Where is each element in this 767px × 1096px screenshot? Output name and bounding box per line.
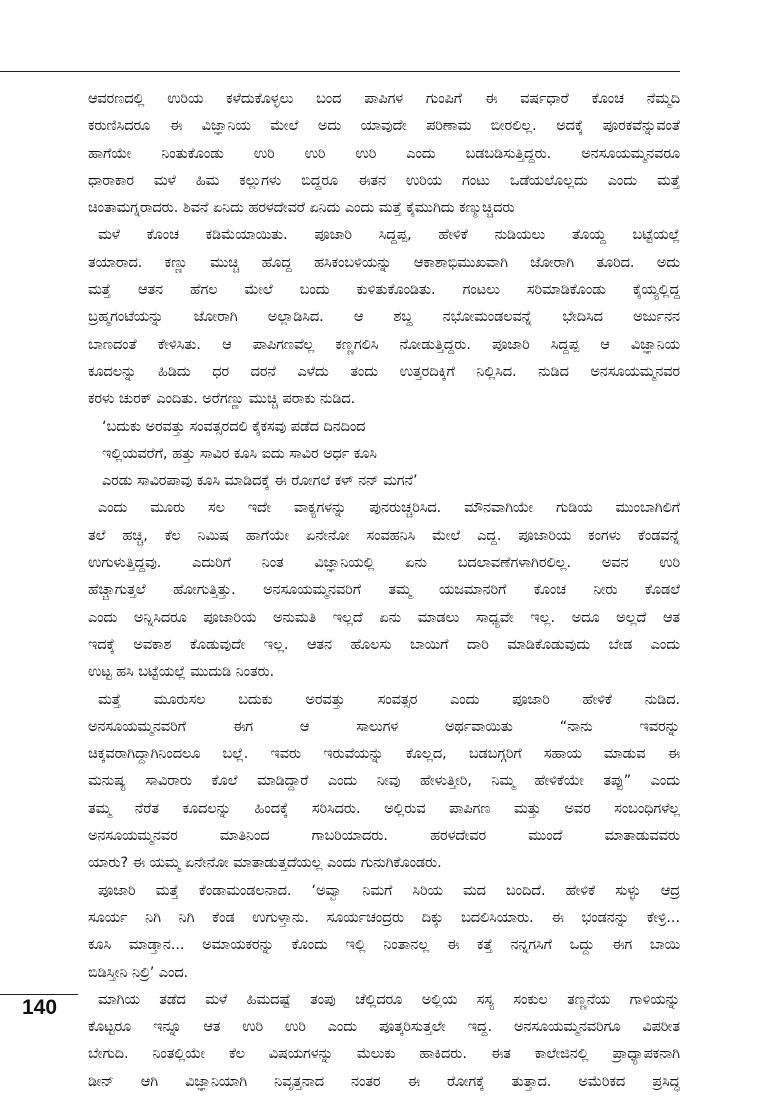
text-line: ಚಿಂತಾಮಗ್ನರಾದರು. ಶಿವನೆ ಏನಿದು ಹರಳದೇವರೆ ಏನಿದು ಎಂದು ಮತ್ತೆ ಕೈಮುಗಿದು ಕಣ್ಮುಚ್ಚಿದರು (88, 200, 515, 217)
text-line: ಎಂದು ಅನ್ನಿಸಿದರೂ ಪೂಜಾರಿಯ ಅನುಮತಿ ಇಲ್ಲದೆ ಏನು ಮಾಡಲು ಸಾಧ್ಯವೇ ಇಲ್ಲ. ಅದೂ ಅಲ್ಲದೆ ಆತ (88, 609, 680, 626)
text-line: ಯಾರು? ಈ ಯಮ್ಮ ಏನೇನೋ ಮಾತಾಡುತ್ತದೆಯಲ್ಲ ಎಂದು ಗುನುಗಿಕೊಂಡರು. (88, 855, 442, 872)
text-line: ತಮ್ಮ ನೆರೆತ ಕೂದಲನ್ನು ಹಿಂದಕ್ಕೆ ಸರಿಸಿದರು. ಅಲ್ಲಿರುವ ಪಾಪಿಗಣ ಮತ್ತು ಅವರ ಸಂಬಂಧಿಗಳೆಲ್ಲ (88, 800, 680, 817)
text-line: ಸೂರ್ಯ ನಿಗಿ ನಿಗಿ ಕೆಂಡ ಉಗುಳ್ತಾನು. ಸೂರ್ಯಚಂದ್ರರು ದಿಕ್ಕು ಬದಲಿಸಿಯಾರು. ಈ ಭಂಡನನ್ನು ಕೇಳ್ರಿ... (88, 909, 680, 926)
text-line: ಕೂಸಿ ಮಾಡ್ತಾನ... ಅಮಾಯಕರನ್ನು ಕೊಂದು ಇಲ್ಲಿ ನಿಂತಾನಲ್ಲ ಈ ಕತ್ತೆ ನನ್ನಗಸಿಗೆ ಒದ್ದು ಈಗ ಬಾಯಿ (88, 937, 680, 954)
text-line: ಆವರಣದಲ್ಲಿ ಉರಿಯ ಕಳೆದುಕೊಳ್ಳಲು ಬಂದ ಪಾಪಿಗಳ ಗುಂಪಿಗೆ ಈ ವರ್ಷಧಾರೆ ಕೊಂಚ ನೆಮ್ಮದಿ (88, 91, 680, 107)
text-line: ಮಳೆ ಕೊಂಚ ಕಡಿಮೆಯಾಯಿತು. ಪೂಜಾರಿ ಸಿದ್ದಪ್ಪ, ಹೇಳಿಕೆ ನುಡಿಯಲು ತೊಯ್ದ ಬಟ್ಟೆಯಲ್ಲೆ (98, 227, 680, 244)
text-line: ಬ್ರಹ್ಮಗಂಟೆಯನ್ನು ಜೋರಾಗಿ ಅಲ್ಲಾಡಿಸಿದ. ಆ ಶಬ್ದ ನಭೋಮಂಡಲವನ್ನೆ ಭೇದಿಸಿದ ಅರ್ಜುನನ (88, 309, 680, 326)
text-line: ಹಾಗೆಯೇ ನಿಂತುಕೊಂಡು ಉರಿ ಉರಿ ಉರಿ ಎಂದು ಬಡಬಡಿಸುತ್ತಿದ್ದರು. ಅನಸೂಯಮ್ಮನವರೂ (88, 145, 680, 162)
text-line: ಕರುಣಿಸಿದರೂ ಈ ವಿಜ್ಞಾನಿಯ ಮೇಲೆ ಅದು ಯಾವುದೇ ಪರಿಣಾಮ ಬೀರಲಿಲ್ಲ. ಅದಕ್ಕೆ ಪೂರಕವೆನ್ನುವಂತೆ (88, 118, 680, 135)
text-line: ಹೆಚ್ಚಾಗುತ್ತಲೆ ಹೋಗುತ್ತಿತ್ತು. ಅನಸೂಯಮ್ಮನವರಿಗೆ ತಮ್ಮ ಯಜಮಾನರಿಗೆ ಕೊಂಚ ನೀರು ಕೊಡಲೆ (88, 582, 680, 599)
text-line: ಪೂಜಾರಿ ಮತ್ತೆ ಕೆಂಡಾಮಂಡಲನಾದ. ‘ಅವ್ವಾ ನಿಮಗೆ ಸಿರಿಯ ಮದ ಬಂದಿದೆ. ಹೇಳಿಕೆ ಸುಳ್ಳು ಆದ್ರ (98, 882, 680, 899)
body-text (88, 86, 680, 1096)
text-line: ಅನಸೂಯಮ್ಮನವರ ಮಾತಿನಿಂದ ಗಾಬರಿಯಾದರು. ಹರಳದೇವರ ಮುಂದೆ ಮಾತಾಡುವವರು (88, 828, 680, 845)
page-number: 140 (22, 996, 58, 1019)
footer-rule (0, 994, 78, 995)
text-line: ಮಾಗಿಯ ತಡೆದ ಮಳೆ ಹಿಮದಷ್ಟೆ ತಂಪು ಚೆಲ್ಲಿದರೂ ಅಲ್ಲಿಯ ಸಸ್ಯ ಸಂಕುಲ ತಣ್ಣನೆಯ ಗಾಳಿಯನ್ನು (98, 991, 680, 1008)
text-line: ಚಿಕ್ಕವರಾಗಿದ್ದಾಗಿನಿಂದಲೂ ಬಲ್ಲೆ. ಇವರು ಇರುವೆಯನ್ನು ಕೊಲ್ಲದ, ಬಡಬಗ್ಗರಿಗೆ ಸಹಾಯ ಮಾಡುವ ಈ (88, 746, 680, 763)
text-line: ತಲೆ ಹಚ್ಚಿ, ಕೆಲ ನಿಮಿಷ ಹಾಗೆಯೇ ಏನೇನೋ ಸಂವಹನಿಸಿ ಮೇಲೆ ಎದ್ದ. ಪೂಜಾರಿಯ ಕಂಗಳು ಕೆಂಡವನ್ನೆ (88, 527, 680, 544)
text-line: ಬಿಡಿಸ್ತೀನಿ ನಿಲ್ರಿ’ ಎಂದ. (88, 964, 189, 981)
text-line: ಇಲ್ಲಿಯವರೆಗೆ, ಹತ್ತು ಸಾವಿರ ಕೂಸಿ ಐದು ಸಾವಿರ ಅರ್ಧ ಕೂಸಿ (102, 445, 377, 462)
text-line: ಇದಕ್ಕೆ ಅವಕಾಶ ಕೊಡುವುದೇ ಇಲ್ಲ. ಆತನ ಹೊಲಸು ಬಾಯಿಗೆ ದಾರಿ ಮಾಡಿಕೊಡುವುದು ಬೇಡ ಎಂದು (88, 636, 680, 653)
text-line: ಮತ್ತೆ ಮೂರುಸಲ ಬದುಕು ಅರವತ್ತು ಸಂವತ್ಸರ ಎಂದು ಪೂಜಾರಿ ಹೇಳಿಕೆ ನುಡಿದ. (98, 691, 680, 708)
text-line: ಬಾಣದಂತೆ ಕೇಳಿಸಿತು. ಆ ಪಾಪಿಗಣವೆಲ್ಲ ಕಣ್ಣಗಲಿಸಿ ನೋಡುತ್ತಿದ್ದರು. ಪೂಜಾರಿ ಸಿದ್ದಪ್ಪ ಆ ವಿಜ್ಞಾನಿಯ (88, 336, 680, 353)
text-line: ಧಾರಾಕಾರ ಮಳೆ ಹಿಮ ಕಲ್ಲುಗಳು ಬಿದ್ದರೂ ಈತನ ಉರಿಯ ಗಂಟು ಒಡೆಯಲೊಲ್ಲದು ಎಂದು ಮತ್ತೆ (88, 172, 680, 189)
header-rule (0, 71, 680, 72)
text-line: ಉಗುಳುತ್ತಿದ್ದವು. ಎದುರಿಗೆ ನಿಂತ ವಿಜ್ಞಾನಿಯಲ್ಲಿ ಏನು ಬದಲಾವಣೆಗಳಾಗಿರಲಿಲ್ಲ. ಅವನ ಉರಿ (88, 555, 680, 572)
text-line: ಎರಡು ಸಾವಿರಪಾವು ಕೂಸಿ ಮಾಡಿದಕ್ಕೆ ಈ ರೋಗಲೆ ಕಳ್ ನನ್ ಮಗನೆ’ (102, 473, 418, 490)
text-line: ‘ಬದುಕು ಅರವತ್ತು ಸಂವತ್ಸರದಲಿ ಕೈಕಸವು ಪಡೆದ ದಿನದಿಂದ (102, 418, 366, 435)
text-line: ಕೂದಲನ್ನು ಹಿಡಿದು ಧರ ದರನೆ ಎಳೆದು ತಂದು ಉತ್ತರದಿಕ್ಕಿಗೆ ನಿಲ್ಲಿಸಿದ. ನುಡಿದ ಅನಸೂಯಮ್ಮನವರ (88, 363, 680, 380)
text-line: ತಯಾರಾದ. ಕಣ್ಣು ಮುಚ್ಚಿ ಹೊದ್ದ ಹಸಿಕಂಬಳಿಯನ್ನು ಆಕಾಶಾಭಿಮುಖವಾಗಿ ಜೋರಾಗಿ ತೂರಿದ. ಅದು (88, 254, 680, 271)
text-line: ಅನಸೂಯಮ್ಮನವರಿಗೆ ಈಗ ಆ ಸಾಲುಗಳ ಅರ್ಥವಾಯಿತು “ನಾನು ಇವರನ್ನು (88, 718, 680, 735)
text-line: ಮನುಷ್ಯ ಸಾವಿರಾರು ಕೊಲೆ ಮಾಡಿದ್ದಾರೆ ಎಂದು ನೀವು ಹೇಳುತ್ತೀರಿ, ನಿಮ್ಮ ಹೇಳಿಕೆಯೇ ತಪ್ಪು” ಎಂದು (88, 773, 680, 790)
text-line: ಡೀನ್ ಆಗಿ ವಿಜ್ಞಾನಿಯಾಗಿ ನಿವೃತ್ತನಾದ ನಂತರ ಈ ರೋಗಕ್ಕೆ ತುತ್ತಾದ. ಅಮೆರಿಕದ ಪ್ರಸಿದ್ಧ (88, 1073, 680, 1090)
text-line: ಎಂದು ಮೂರು ಸಲ ಇದೇ ವಾಕ್ಯಗಳನ್ನು ಪುನರುಚ್ಚರಿಸಿದ. ಮೌನವಾಗಿಯೇ ಗುಡಿಯ ಮುಂಬಾಗಿಲಿಗೆ (98, 500, 680, 517)
text-line: ಬೇಗುದಿ. ನಿಂತಲ್ಲಿಯೇ ಕೆಲ ವಿಷಯಗಳನ್ನು ಮೆಲುಕು ಹಾಕಿದರು. ಈತ ಕಾಲೇಜಿನಲ್ಲಿ ಪ್ರಾಧ್ಯಾಪಕನಾಗಿ (88, 1046, 680, 1063)
text-line: ಕರಳು ಚುರಕ್ ಎಂದಿತು. ಅರೆಗಣ್ಣು ಮುಚ್ಚಿ ಪರಾಕು ನುಡಿದ. (88, 391, 356, 408)
text-line: ಉಟ್ಟ ಹಸಿ ಬಟ್ಟೆಯಲ್ಲೆ ಮುದುಡಿ ನಿಂತರು. (88, 664, 275, 681)
text-line: ಮತ್ತೆ ಆತನ ಹೆಗಲ ಮೇಲೆ ಬಂದು ಕುಳಿತುಕೊಂಡಿತು. ಗಂಟಲು ಸರಿಮಾಡಿಕೊಂಡು ಕೈಯ್ಯಲ್ಲಿದ್ದ (88, 282, 680, 299)
text-line: ಕೊಟ್ಟರೂ ಇನ್ನೂ ಆತ ಉರಿ ಉರಿ ಎಂದು ಪೂತ್ಕರಿಸುತ್ತಲೇ ಇದ್ದ. ಅನಸೂಯಮ್ಮನವರಿಗೂ ವಿಪರೀತ (88, 1019, 680, 1036)
